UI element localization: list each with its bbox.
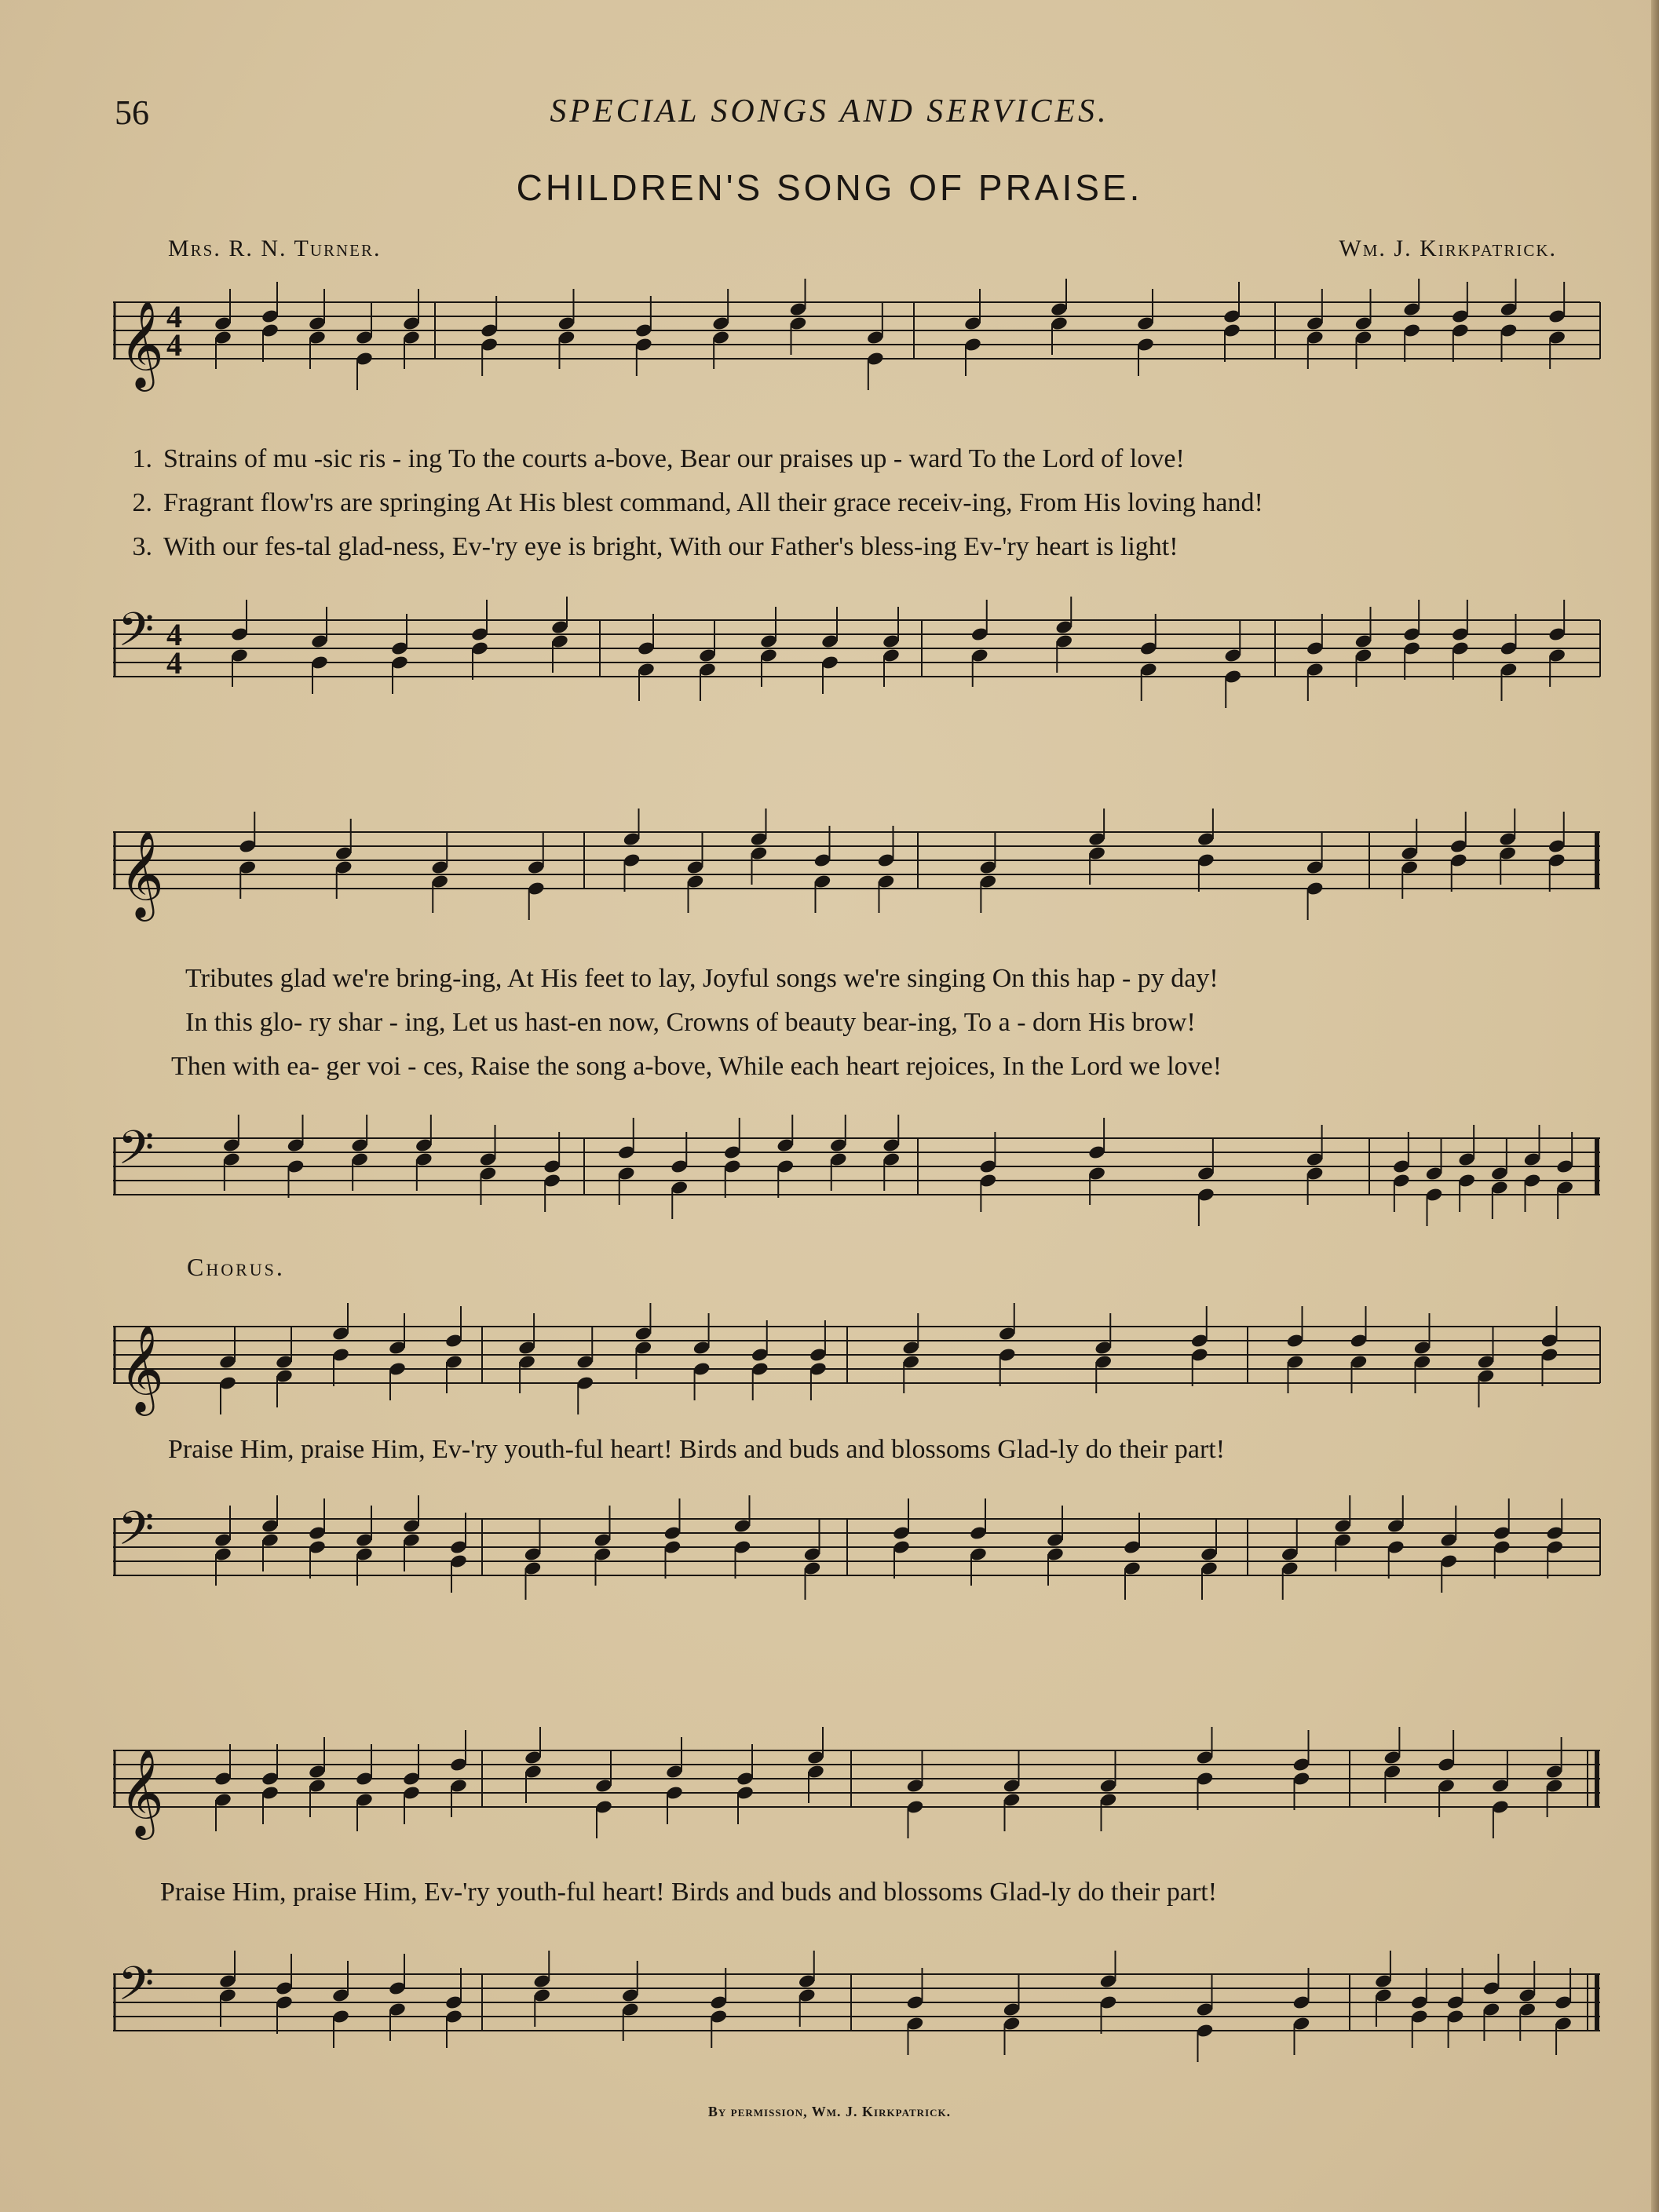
verse-number: 3. (132, 532, 152, 561)
bass-clef-icon: 𝄢 (118, 1120, 155, 1186)
bass-clef-icon: 𝄢 (118, 1501, 155, 1567)
lyric-text: In this glo- ry shar - ing, Let us hast-en now, Crowns of beauty bear-ing, To a - dorn His brow! (185, 1008, 1196, 1037)
bass-staff (113, 1951, 1605, 2068)
lyric-line (118, 444, 1602, 474)
time-signature: 4 (166, 299, 182, 334)
lyric-line (160, 1878, 1644, 1907)
bass-clef-icon: 𝄢 (118, 1956, 155, 2022)
treble-staff (113, 279, 1605, 396)
lyric-text: Tributes glad we're bring-ing, At His feet to lay, Joyful songs we're singing On this hap - py day! (185, 964, 1219, 993)
lyric-text: Praise Him, praise Him, Ev-'ry youth-ful heart! Birds and buds and blossoms Glad-ly do their part! (160, 1878, 1218, 1907)
lyric-text: Strains of mu -sic ris - ing To the courts a-bove, Bear our praises up - ward To the Lord of love! (163, 444, 1185, 473)
lyric-line (171, 1052, 1655, 1082)
lyric-line (118, 488, 1602, 518)
treble-staff (113, 1727, 1605, 1845)
bass-staff (113, 1115, 1605, 1232)
page-binding-edge (1651, 0, 1659, 2212)
treble-staff (113, 1303, 1605, 1421)
time-signature: 4 (166, 617, 182, 652)
treble-clef-icon: 𝄞 (119, 1748, 164, 1836)
lyric-text: Fragrant flow'rs are springing At His blest command, All their grace receiv-ing, From His loving hand! (163, 488, 1263, 517)
treble-clef-icon: 𝄞 (119, 300, 164, 388)
bass-staff (113, 1495, 1605, 1613)
composer-credit: Wm. J. Kirkpatrick. (1339, 235, 1557, 261)
bass-clef-icon: 𝄢 (118, 602, 155, 668)
lyric-text: Then with ea- ger voi - ces, Raise the song a-bove, While each heart rejoices, In the Lord we love! (171, 1052, 1222, 1081)
lyric-line (185, 964, 1659, 994)
time-signature: 4 (166, 645, 182, 681)
verse-number: 2. (132, 488, 152, 517)
lyric-line (185, 1008, 1659, 1038)
page-header (0, 93, 1659, 140)
song-title: CHILDREN'S SONG OF PRAISE. (516, 167, 1143, 208)
treble-clef-icon: 𝄞 (119, 1324, 164, 1412)
lyricist-credit: Mrs. R. N. Turner. (168, 235, 382, 261)
lyric-line (118, 532, 1602, 562)
running-title: SPECIAL SONGS AND SERVICES. (550, 93, 1109, 130)
lyric-text: With our fes-tal glad-ness, Ev-'ry eye is bright, With our Father's bless-ing Ev-'ry heart is light! (163, 532, 1178, 561)
time-signature: 4 (166, 327, 182, 363)
lyric-text: Praise Him, praise Him, Ev-'ry youth-ful heart! Birds and buds and blossoms Glad-ly do their part! (168, 1435, 1226, 1464)
treble-clef-icon: 𝄞 (119, 830, 164, 918)
chorus-label: Chorus. (187, 1253, 285, 1281)
permission-footer: By permission, Wm. J. Kirkpatrick. (707, 2104, 952, 2119)
verse-number: 1. (132, 444, 152, 473)
treble-staff (113, 809, 1605, 926)
bass-staff (113, 597, 1605, 714)
page-number: 56 (115, 93, 149, 132)
lyric-line (168, 1435, 1652, 1465)
